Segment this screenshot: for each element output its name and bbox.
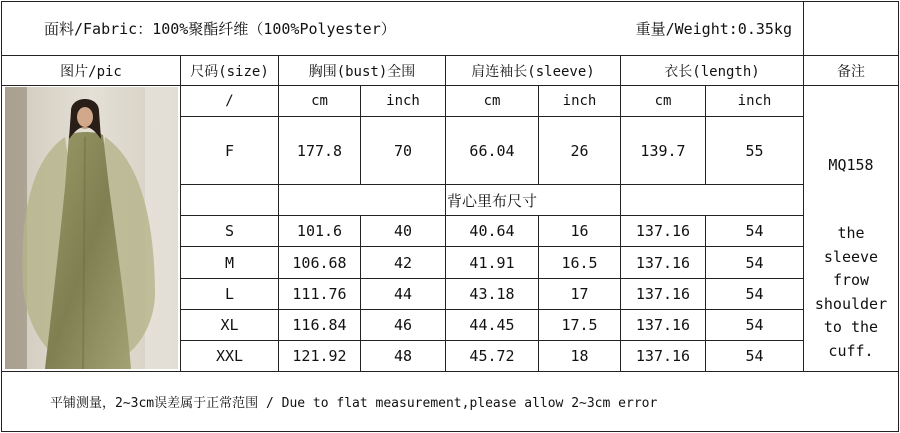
table-cell-size: XL [220, 316, 239, 334]
table-cell-length-cm: 137.16 [635, 285, 691, 303]
fabric-info: 面料/Fabric：100%聚酯纤维（100%Polyester） [44, 20, 396, 38]
length-cm-f: 139.7 [640, 141, 686, 160]
units-length-inch: inch [737, 93, 772, 109]
table-cell-sleeve-cm: 40.64 [469, 222, 515, 240]
units-bust-inch: inch [386, 93, 420, 109]
measurement-footnote: 平铺测量，2~3cm误差属于正常范围 / Due to flat measurement,please allow 2~3cm error [50, 396, 658, 411]
units-sleeve-cm: cm [483, 93, 501, 109]
table-cell-bust-cm: 116.84 [292, 316, 347, 334]
table-cell-sleeve-cm: 41.91 [469, 253, 515, 272]
table-cell-sleeve-cm: 43.18 [469, 285, 515, 303]
table-cell-bust-inch: 42 [393, 253, 413, 272]
table-cell-bust-inch: 48 [393, 347, 413, 365]
lining-section-title: 背心里布尺寸 [446, 191, 537, 210]
table-cell-length-cm: 137.16 [635, 316, 691, 334]
bust-cm-f: 177.8 [296, 141, 343, 160]
units-sleeve-inch: inch [562, 93, 597, 109]
col-header-remark: 备注 [837, 63, 865, 80]
table-cell-size: L [224, 285, 235, 303]
table-cell-sleeve-cm: 45.72 [469, 347, 515, 365]
table-cell-bust-inch: 44 [393, 285, 413, 303]
table-cell-length-inch: 54 [745, 253, 764, 272]
table-cell-length-inch: 54 [745, 316, 764, 334]
table-cell-length-inch: 54 [745, 285, 764, 303]
col-header-sleeve: 肩连袖长(sleeve) [471, 63, 595, 80]
table-cell-size: M [224, 253, 235, 272]
table-cell-sleeve-inch: 17.5 [561, 316, 598, 334]
product-code: MQ158 [828, 156, 874, 174]
table-cell-bust-cm: 111.76 [292, 285, 347, 303]
table-cell-length-cm: 137.16 [635, 222, 691, 240]
col-header-pic: 图片/pic [60, 63, 122, 80]
col-header-size: 尺码(size) [190, 63, 269, 80]
bust-inch-f: 70 [393, 141, 413, 160]
table-cell-bust-inch: 40 [393, 222, 413, 240]
table-cell-length-inch: 54 [745, 347, 764, 365]
size-f: F [224, 141, 235, 160]
weight-info: 重量/Weight:0.35kg [635, 20, 792, 38]
table-cell-sleeve-inch: 18 [570, 347, 589, 365]
table-cell-size: XXL [215, 347, 244, 365]
length-inch-f: 55 [745, 141, 764, 160]
table-cell-sleeve-inch: 16.5 [561, 253, 598, 272]
table-cell-bust-inch: 46 [393, 316, 413, 334]
table-cell-bust-cm: 106.68 [292, 253, 347, 272]
table-cell-bust-cm: 101.6 [296, 222, 343, 240]
table-cell-size: S [224, 222, 235, 240]
col-header-length: 衣长(length) [664, 63, 760, 80]
sleeve-inch-f: 26 [570, 141, 589, 160]
col-header-bust: 胸围(bust)全围 [308, 63, 416, 80]
table-cell-sleeve-inch: 17 [570, 285, 589, 303]
units-length-cm: cm [654, 93, 672, 109]
product-photo [5, 87, 178, 369]
sleeve-note: the sleeve frow shoulder to the cuff. [814, 224, 888, 360]
table-cell-sleeve-inch: 16 [570, 222, 589, 240]
table-cell-length-cm: 137.16 [635, 253, 691, 272]
table-cell-length-cm: 137.16 [635, 347, 691, 365]
table-cell-sleeve-cm: 44.45 [469, 316, 515, 334]
sleeve-cm-f: 66.04 [469, 141, 515, 160]
table-cell-length-inch: 54 [745, 222, 764, 240]
units-bust-cm: cm [311, 93, 328, 109]
units-size: / [225, 93, 234, 109]
table-cell-bust-cm: 121.92 [292, 347, 347, 365]
